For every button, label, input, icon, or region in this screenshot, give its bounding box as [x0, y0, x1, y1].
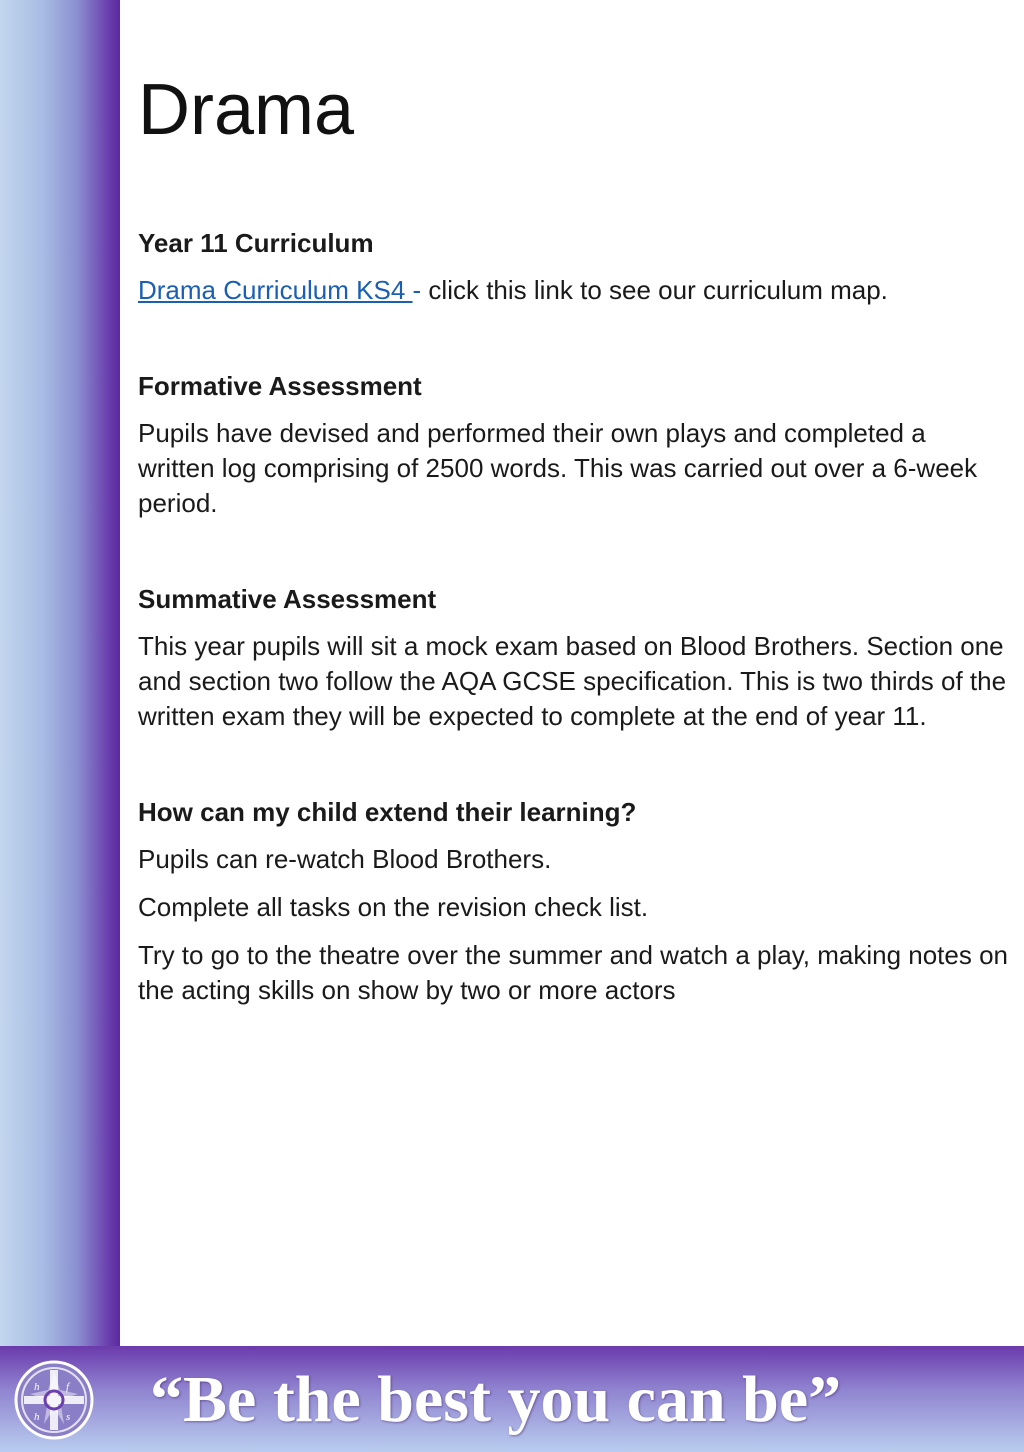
decorative-side-bar [0, 0, 120, 1346]
link-dash: - [412, 275, 422, 305]
school-motto: “Be the best you can be” [150, 1363, 842, 1436]
curriculum-section [138, 226, 1008, 308]
svg-text:h: h [34, 1381, 40, 1393]
curriculum-link-line [138, 273, 1008, 308]
formative-section [138, 369, 1008, 521]
extend-heading: How can my child extend their learning? [138, 797, 637, 827]
curriculum-heading: Year 11 Curriculum [138, 228, 374, 258]
extend-section [138, 795, 1008, 1008]
summative-body: This year pupils will sit a mock exam based on Blood Brothers. Section one and section two follow the AQA GCSE specification. This is two thirds of the written exam they will be expected to complete at the end of year 11. [138, 631, 1007, 731]
formative-body: Pupils have devised and performed their own plays and completed a written log comprising of 2500 words. This was carried out over a 6-week period. [138, 418, 978, 518]
curriculum-map-link[interactable]: Drama Curriculum KS4 [138, 275, 413, 305]
spacer [138, 321, 1008, 369]
summative-section [138, 582, 1008, 734]
spacer [138, 534, 1008, 582]
extend-item: Complete all tasks on the revision check list. [138, 892, 649, 922]
svg-text:s: s [66, 1411, 71, 1423]
spacer [138, 747, 1008, 795]
page-title: Drama [138, 70, 355, 150]
footer-banner [0, 1346, 1024, 1452]
extend-item: Try to go to the theatre over the summer and watch a play, making notes on the acting skills on show by two or more actors [138, 940, 1009, 1005]
formative-heading: Formative Assessment [138, 371, 422, 401]
summative-heading: Summative Assessment [138, 584, 437, 614]
curriculum-link-description: click this link to see our curriculum map. [421, 275, 888, 305]
document-content [138, 60, 1008, 1021]
school-crest-icon [14, 1360, 94, 1440]
svg-text:h: h [34, 1411, 40, 1423]
extend-item: Pupils can re-watch Blood Brothers. [138, 844, 552, 874]
svg-text:f: f [66, 1381, 70, 1393]
